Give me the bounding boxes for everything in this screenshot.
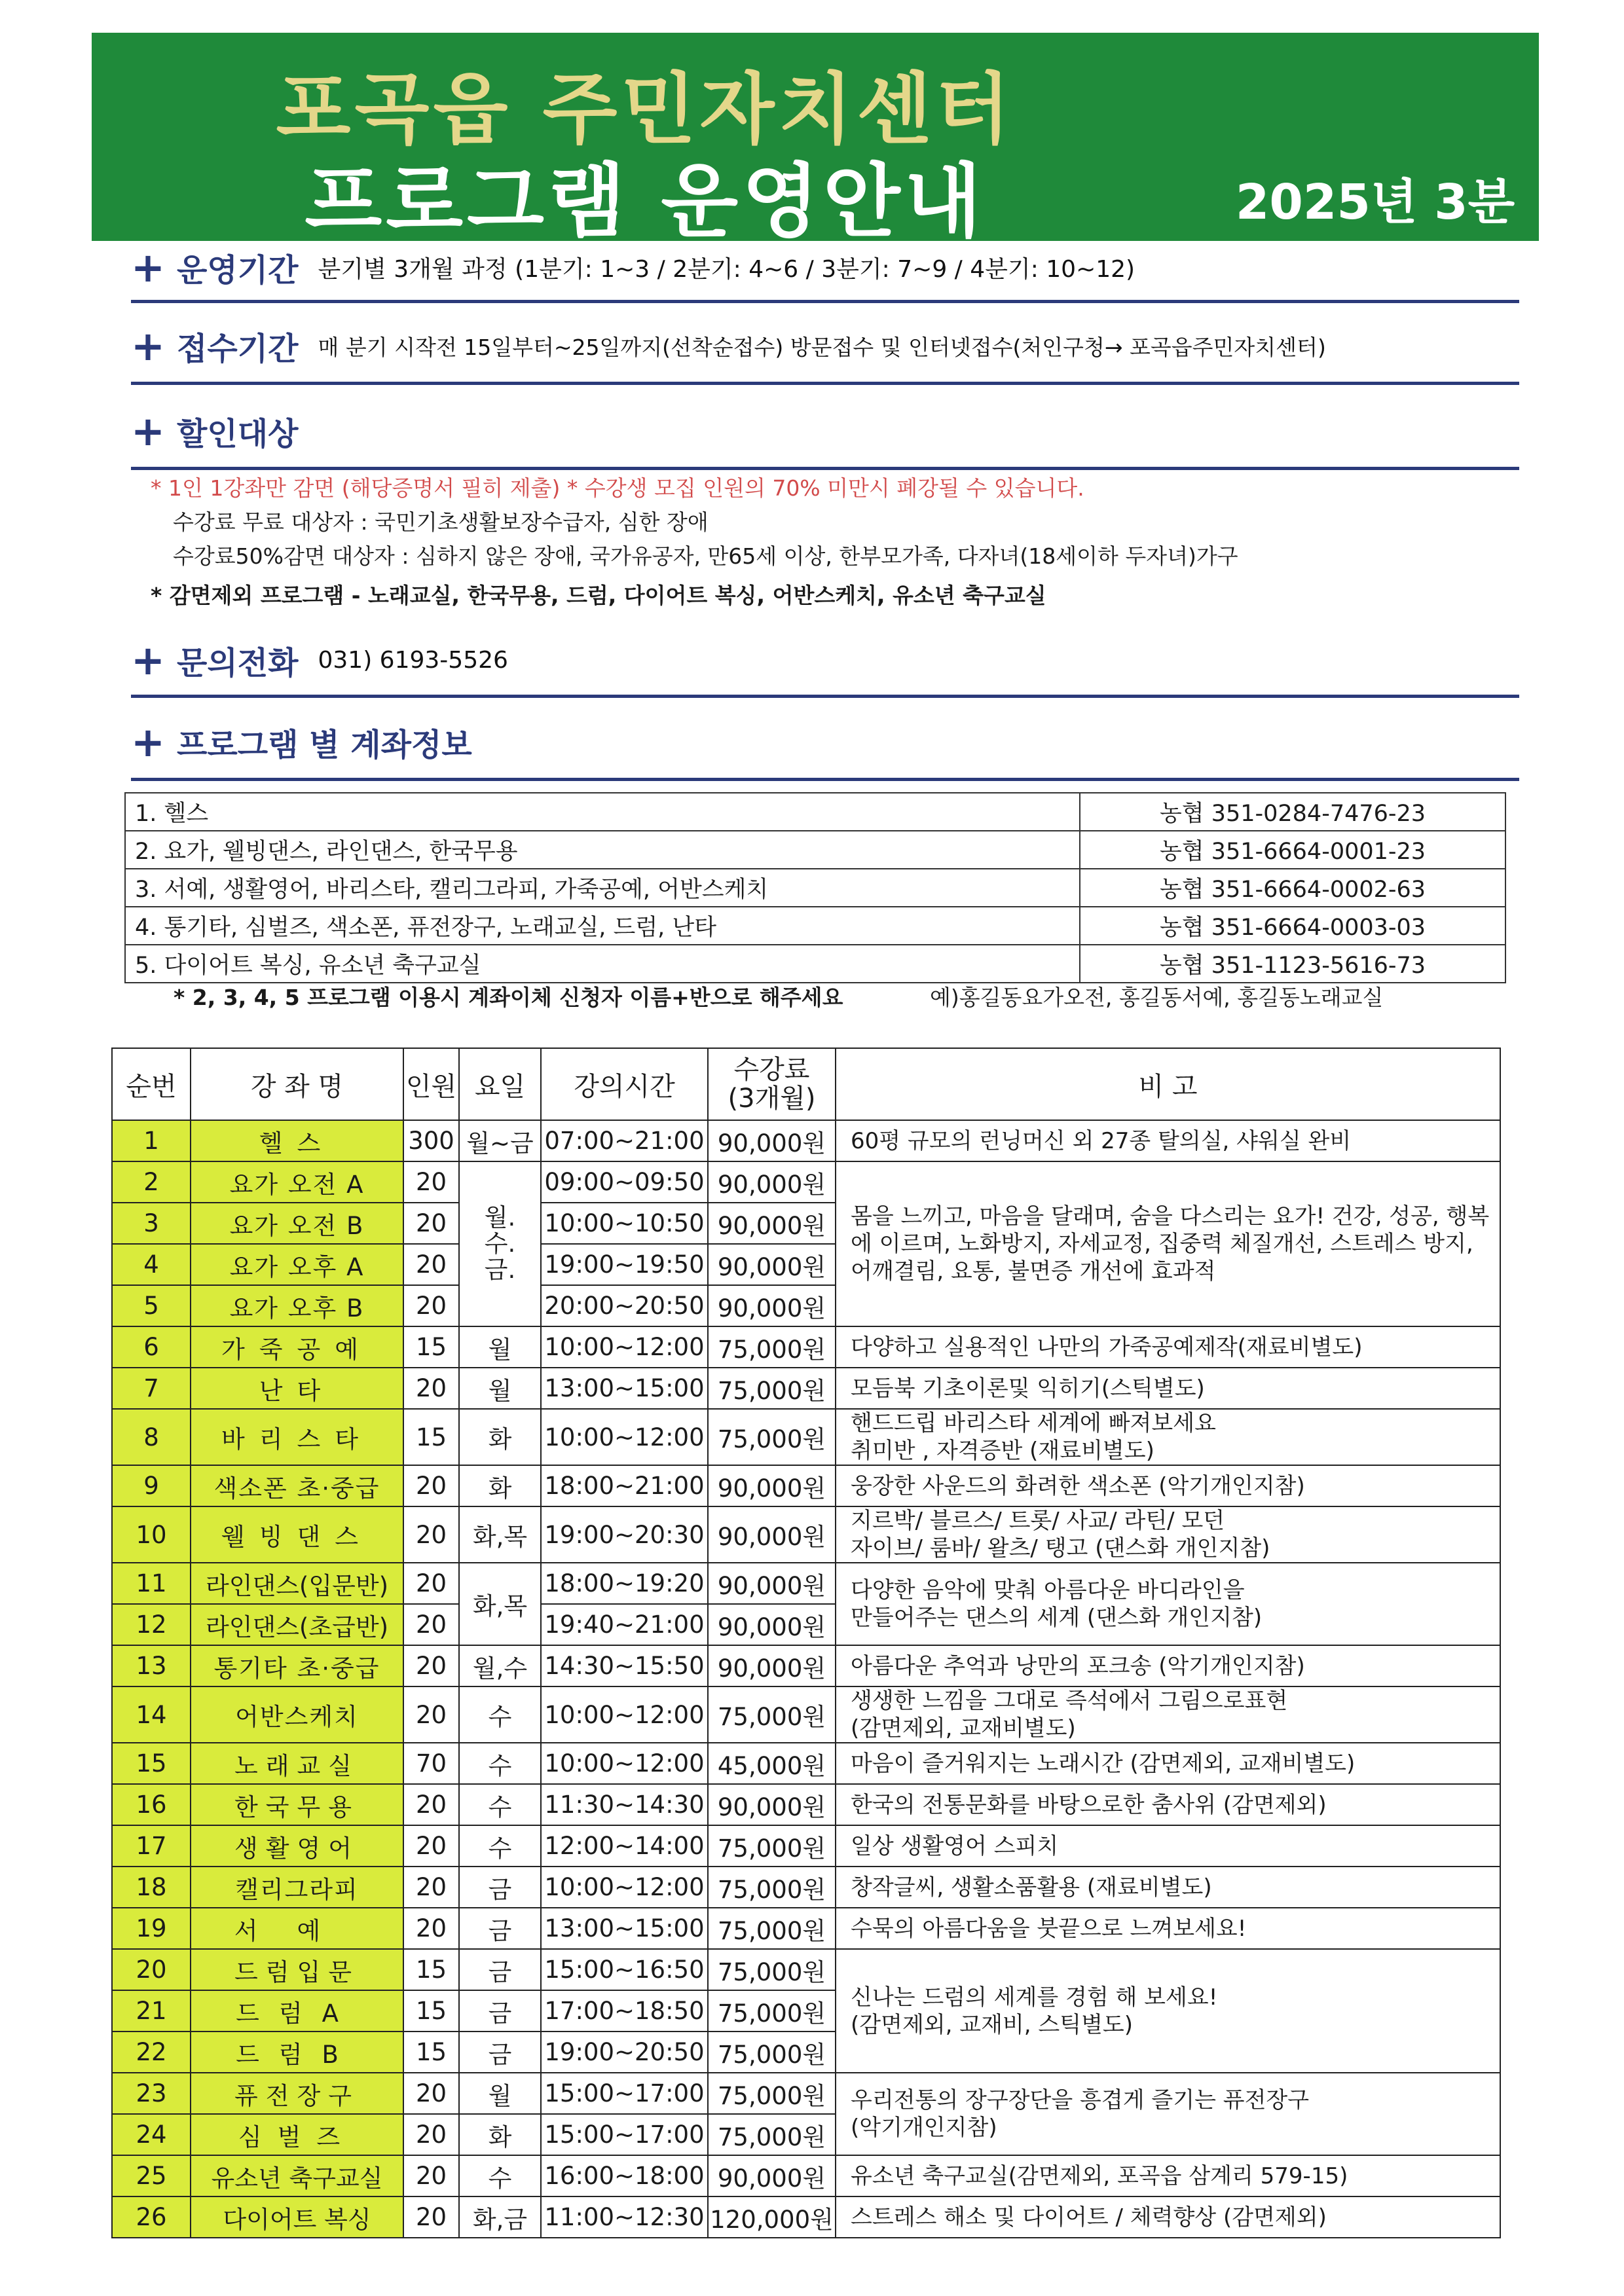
row-capacity: 20 bbox=[403, 1686, 459, 1743]
row-day: 월 bbox=[459, 1368, 541, 1409]
row-day: 수 bbox=[459, 1686, 541, 1743]
row-time: 12:00~14:00 bbox=[541, 1825, 708, 1867]
row-fee: 90,000원 bbox=[708, 1161, 836, 1203]
row-day: 수 bbox=[459, 1825, 541, 1867]
row-time: 10:00~12:00 bbox=[541, 1743, 708, 1784]
plus-icon: + bbox=[131, 243, 165, 291]
row-day: 월. 수. 금. bbox=[459, 1161, 541, 1326]
section-period bbox=[131, 241, 1519, 306]
account-programs: 2. 요가, 웰빙댄스, 라인댄스, 한국무용 bbox=[125, 831, 1080, 869]
row-remark: 다양한 음악에 맞춰 아름다운 바디라인을 만들어주는 댄스의 세계 (댄스화 개인지참) bbox=[836, 1563, 1500, 1645]
row-time: 10:00~12:00 bbox=[541, 1326, 708, 1368]
row-capacity: 15 bbox=[403, 1326, 459, 1368]
row-day: 금 bbox=[459, 2032, 541, 2073]
row-no: 24 bbox=[112, 2114, 191, 2155]
divider bbox=[131, 695, 1519, 698]
row-capacity: 20 bbox=[403, 2155, 459, 2196]
row-day: 금 bbox=[459, 1949, 541, 1990]
section-title: 프로그램 별 계좌정보 bbox=[177, 726, 472, 763]
row-no: 25 bbox=[112, 2155, 191, 2196]
row-fee: 120,000원 bbox=[708, 2196, 836, 2238]
account-row bbox=[125, 793, 1505, 831]
account-row bbox=[125, 869, 1505, 907]
row-remark: 모듬북 기초이론및 익히기(스틱별도) bbox=[836, 1368, 1500, 1409]
row-remark: 스트레스 해소 및 다이어트 / 체력향상 (감면제외) bbox=[836, 2196, 1500, 2238]
plus-icon: + bbox=[131, 321, 165, 370]
section-title: 문의전화 bbox=[177, 644, 299, 682]
row-day: 월~금 bbox=[459, 1120, 541, 1161]
row-day: 화,목 bbox=[459, 1563, 541, 1645]
divider bbox=[131, 778, 1519, 781]
row-day: 화 bbox=[459, 1465, 541, 1506]
row-no: 14 bbox=[112, 1686, 191, 1743]
account-transfer-note: * 2, 3, 4, 5 프로그램 이용시 계좌이체 신청자 이름+반으로 해주세요 bbox=[174, 985, 843, 1010]
table-row bbox=[112, 1784, 1500, 1825]
section-title: 할인대상 bbox=[177, 415, 299, 452]
row-remark: 마음이 즐거워지는 노래시간 (감면제외, 교재비별도) bbox=[836, 1743, 1500, 1784]
program-table bbox=[111, 1048, 1501, 2238]
row-day: 금 bbox=[459, 1867, 541, 1908]
row-no: 6 bbox=[112, 1326, 191, 1368]
row-no: 17 bbox=[112, 1825, 191, 1867]
discount-notes bbox=[151, 471, 1526, 613]
plus-icon: + bbox=[131, 407, 165, 455]
plus-icon: + bbox=[131, 636, 165, 684]
row-fee: 75,000원 bbox=[708, 1326, 836, 1368]
row-time: 10:00~12:00 bbox=[541, 1867, 708, 1908]
section-title: 접수기간 bbox=[177, 330, 299, 367]
row-no: 7 bbox=[112, 1368, 191, 1409]
row-no: 12 bbox=[112, 1604, 191, 1645]
row-no: 4 bbox=[112, 1244, 191, 1285]
section-accounts bbox=[131, 716, 1519, 781]
table-row bbox=[112, 1825, 1500, 1867]
row-remark: 일상 생활영어 스피치 bbox=[836, 1825, 1500, 1867]
table-row bbox=[112, 1161, 1500, 1203]
row-name: 웰빙댄스 bbox=[191, 1506, 403, 1563]
account-transfer-example: 예)홍길동요가오전, 홍길동서예, 홍길동노래교실 bbox=[930, 985, 1384, 1010]
account-row bbox=[125, 907, 1505, 945]
row-day: 수 bbox=[459, 1743, 541, 1784]
table-header bbox=[112, 1048, 1500, 1120]
row-no: 23 bbox=[112, 2073, 191, 2114]
row-fee: 75,000원 bbox=[708, 2073, 836, 2114]
row-time: 19:00~19:50 bbox=[541, 1244, 708, 1285]
row-no: 15 bbox=[112, 1743, 191, 1784]
row-no: 22 bbox=[112, 2032, 191, 2073]
row-remark: 다양하고 실용적인 나만의 가죽공예제작(재료비별도) bbox=[836, 1326, 1500, 1368]
row-capacity: 20 bbox=[403, 1825, 459, 1867]
table-row bbox=[112, 1686, 1500, 1743]
row-name: 요가 오후 B bbox=[191, 1285, 403, 1326]
row-time: 15:00~17:00 bbox=[541, 2114, 708, 2155]
row-remark: 우리전통의 장구장단을 흥겹게 즐기는 퓨전장구 (악기개인지참) bbox=[836, 2073, 1500, 2155]
row-time: 16:00~18:00 bbox=[541, 2155, 708, 2196]
row-fee: 45,000원 bbox=[708, 1743, 836, 1784]
row-capacity: 20 bbox=[403, 1563, 459, 1604]
center-title: 포곡읍 주민자치센터 bbox=[276, 64, 1014, 155]
table-row bbox=[112, 1563, 1500, 1604]
row-time: 13:00~15:00 bbox=[541, 1908, 708, 1949]
table-row bbox=[112, 1645, 1500, 1686]
col-time: 강의시간 bbox=[541, 1048, 708, 1120]
account-number: 농협 351-6664-0001-23 bbox=[1080, 831, 1505, 869]
row-no: 8 bbox=[112, 1409, 191, 1465]
row-no: 18 bbox=[112, 1867, 191, 1908]
row-remark: 한국의 전통문화를 바탕으로한 춤사위 (감면제외) bbox=[836, 1784, 1500, 1825]
row-name: 유소년 축구교실 bbox=[191, 2155, 403, 2196]
row-time: 09:00~09:50 bbox=[541, 1161, 708, 1203]
excluded-programs: * 감면제외 프로그램 - 노래교실, 한국무용, 드럼, 다이어트 복싱, 어반스케치, 유소년 축구교실 bbox=[151, 583, 1046, 608]
row-remark: 창작글씨, 생활소품활용 (재료비별도) bbox=[836, 1867, 1500, 1908]
row-capacity: 20 bbox=[403, 1604, 459, 1645]
row-name: 드럼B bbox=[191, 2032, 403, 2073]
row-name: 심벌즈 bbox=[191, 2114, 403, 2155]
row-fee: 90,000원 bbox=[708, 1506, 836, 1563]
row-remark: 지르박/ 블르스/ 트롯/ 사교/ 라틴/ 모던 자이브/ 룸바/ 왈츠/ 탱고 (댄스화 개인지참) bbox=[836, 1506, 1500, 1563]
section-discount bbox=[131, 405, 1519, 470]
row-name: 라인댄스(초급반) bbox=[191, 1604, 403, 1645]
row-fee: 75,000원 bbox=[708, 1825, 836, 1867]
account-number: 농협 351-6664-0003-03 bbox=[1080, 907, 1505, 945]
row-name: 라인댄스(입문반) bbox=[191, 1563, 403, 1604]
row-time: 20:00~20:50 bbox=[541, 1285, 708, 1326]
row-day: 수 bbox=[459, 2155, 541, 2196]
account-number: 농협 351-1123-5616-73 bbox=[1080, 945, 1505, 983]
table-row bbox=[112, 1409, 1500, 1465]
row-time: 19:00~20:30 bbox=[541, 1506, 708, 1563]
table-row bbox=[112, 1465, 1500, 1506]
divider bbox=[131, 300, 1519, 303]
row-remark: 유소년 축구교실(감면제외, 포곡읍 삼계리 579-15) bbox=[836, 2155, 1500, 2196]
row-remark: 핸드드립 바리스타 세계에 빠져보세요 취미반 , 자격증반 (재료비별도) bbox=[836, 1409, 1500, 1465]
table-row bbox=[112, 2073, 1500, 2114]
row-fee: 90,000원 bbox=[708, 1563, 836, 1604]
row-day: 월 bbox=[459, 2073, 541, 2114]
row-time: 17:00~18:50 bbox=[541, 1990, 708, 2032]
row-name: 서예 bbox=[191, 1908, 403, 1949]
discount-warning: * 1인 1강좌만 감면 (해당증명서 필히 제출) * 수강생 모집 인원의 70% 미만시 폐강될 수 있습니다. bbox=[151, 475, 1084, 501]
row-day: 화,목 bbox=[459, 1506, 541, 1563]
row-name: 퓨전장구 bbox=[191, 2073, 403, 2114]
row-time: 11:30~14:30 bbox=[541, 1784, 708, 1825]
row-name: 요가 오후 A bbox=[191, 1244, 403, 1285]
row-capacity: 20 bbox=[403, 1285, 459, 1326]
row-capacity: 20 bbox=[403, 1784, 459, 1825]
row-fee: 75,000원 bbox=[708, 1368, 836, 1409]
row-capacity: 20 bbox=[403, 1244, 459, 1285]
row-day: 화 bbox=[459, 1409, 541, 1465]
row-fee: 90,000원 bbox=[708, 1645, 836, 1686]
section-contact bbox=[131, 634, 1519, 699]
row-fee: 75,000원 bbox=[708, 2114, 836, 2155]
row-remark: 신나는 드럼의 세계를 경험 해 보세요! (감면제외, 교재비, 스틱별도) bbox=[836, 1949, 1500, 2073]
row-capacity: 15 bbox=[403, 1409, 459, 1465]
account-row bbox=[125, 831, 1505, 869]
row-no: 26 bbox=[112, 2196, 191, 2238]
row-remark: 아름다운 추억과 낭만의 포크송 (악기개인지참) bbox=[836, 1645, 1500, 1686]
row-no: 13 bbox=[112, 1645, 191, 1686]
row-day: 금 bbox=[459, 1908, 541, 1949]
row-name: 난타 bbox=[191, 1368, 403, 1409]
account-number: 농협 351-0284-7476-23 bbox=[1080, 793, 1505, 831]
col-fee: 수강료 (3개월) bbox=[708, 1048, 836, 1120]
section-reception bbox=[131, 319, 1519, 385]
free-target: 수강료 무료 대상자 : 국민기초생활보장수급자, 심한 장애 bbox=[173, 509, 709, 535]
row-name: 드럼A bbox=[191, 1990, 403, 2032]
row-fee: 90,000원 bbox=[708, 1203, 836, 1244]
contact-phone: 031) 6193-5526 bbox=[318, 646, 508, 674]
row-fee: 90,000원 bbox=[708, 1120, 836, 1161]
table-row bbox=[112, 1368, 1500, 1409]
section-text: 분기별 3개월 과정 (1분기: 1~3 / 2분기: 4~6 / 3분기: 7~9 / 4분기: 10~12) bbox=[318, 255, 1135, 283]
row-capacity: 300 bbox=[403, 1120, 459, 1161]
row-capacity: 20 bbox=[403, 2073, 459, 2114]
row-capacity: 20 bbox=[403, 1203, 459, 1244]
row-capacity: 15 bbox=[403, 2032, 459, 2073]
row-time: 19:40~21:00 bbox=[541, 1604, 708, 1645]
row-no: 21 bbox=[112, 1990, 191, 2032]
table-row bbox=[112, 1743, 1500, 1784]
row-fee: 90,000원 bbox=[708, 2155, 836, 2196]
row-fee: 75,000원 bbox=[708, 1949, 836, 1990]
row-no: 19 bbox=[112, 1908, 191, 1949]
col-day: 요일 bbox=[459, 1048, 541, 1120]
row-remark: 수묵의 아름다움을 붓끝으로 느껴보세요! bbox=[836, 1908, 1500, 1949]
account-programs: 5. 다이어트 복싱, 유소년 축구교실 bbox=[125, 945, 1080, 983]
account-programs: 1. 헬스 bbox=[125, 793, 1080, 831]
account-table bbox=[124, 792, 1506, 983]
row-time: 18:00~21:00 bbox=[541, 1465, 708, 1506]
row-no: 10 bbox=[112, 1506, 191, 1563]
row-day: 수 bbox=[459, 1784, 541, 1825]
row-day: 금 bbox=[459, 1990, 541, 2032]
row-capacity: 15 bbox=[403, 1990, 459, 2032]
row-day: 월,수 bbox=[459, 1645, 541, 1686]
table-row bbox=[112, 1326, 1500, 1368]
row-time: 19:00~20:50 bbox=[541, 2032, 708, 2073]
section-text: 매 분기 시작전 15일부터~25일까지(선착순접수) 방문접수 및 인터넷접수(처인구청→ 포곡읍주민자치센터) bbox=[318, 334, 1326, 360]
row-fee: 75,000원 bbox=[708, 1908, 836, 1949]
row-remark: 몸을 느끼고, 마음을 달래며, 숨을 다스리는 요가! 건강, 성공, 행복에 이르며, 노화방지, 자세교정, 집중력 체질개선, 스트레스 방지, 어깨결림, 요통, 불면증 개선에 효과적 bbox=[836, 1161, 1500, 1326]
row-day: 월 bbox=[459, 1326, 541, 1368]
divider bbox=[131, 467, 1519, 470]
table-row bbox=[112, 1908, 1500, 1949]
col-no: 순번 bbox=[112, 1048, 191, 1120]
row-name: 요가 오전 B bbox=[191, 1203, 403, 1244]
row-time: 10:00~10:50 bbox=[541, 1203, 708, 1244]
row-time: 18:00~19:20 bbox=[541, 1563, 708, 1604]
row-fee: 75,000원 bbox=[708, 1686, 836, 1743]
row-name: 헬스 bbox=[191, 1120, 403, 1161]
row-fee: 90,000원 bbox=[708, 1465, 836, 1506]
row-no: 16 bbox=[112, 1784, 191, 1825]
row-no: 11 bbox=[112, 1563, 191, 1604]
table-row bbox=[112, 1120, 1500, 1161]
row-capacity: 20 bbox=[403, 1506, 459, 1563]
plus-icon: + bbox=[131, 718, 165, 766]
row-capacity: 20 bbox=[403, 1161, 459, 1203]
table-row bbox=[112, 2196, 1500, 2238]
row-time: 15:00~17:00 bbox=[541, 2073, 708, 2114]
row-remark: 웅장한 사운드의 화려한 색소폰 (악기개인지참) bbox=[836, 1465, 1500, 1506]
half-target: 수강료50%감면 대상자 : 심하지 않은 장애, 국가유공자, 만65세 이상, 한부모가족, 다자녀(18세이하 두자녀)가구 bbox=[173, 543, 1238, 569]
row-time: 07:00~21:00 bbox=[541, 1120, 708, 1161]
account-programs: 3. 서예, 생활영어, 바리스타, 캘리그라피, 가죽공예, 어반스케치 bbox=[125, 869, 1080, 907]
col-capacity: 인원 bbox=[403, 1048, 459, 1120]
row-time: 13:00~15:00 bbox=[541, 1368, 708, 1409]
row-name: 색소폰 초·중급 bbox=[191, 1465, 403, 1506]
table-row bbox=[112, 1506, 1500, 1563]
row-no: 9 bbox=[112, 1465, 191, 1506]
row-name: 어반스케치 bbox=[191, 1686, 403, 1743]
table-row bbox=[112, 1867, 1500, 1908]
row-name: 한국무용 bbox=[191, 1784, 403, 1825]
row-capacity: 20 bbox=[403, 1908, 459, 1949]
section-title: 운영기간 bbox=[177, 251, 299, 289]
row-capacity: 20 bbox=[403, 2114, 459, 2155]
row-fee: 90,000원 bbox=[708, 1784, 836, 1825]
divider bbox=[131, 382, 1519, 385]
program-guide-title: 프로그램 운영안내 bbox=[304, 155, 986, 248]
row-no: 3 bbox=[112, 1203, 191, 1244]
row-no: 1 bbox=[112, 1120, 191, 1161]
row-capacity: 15 bbox=[403, 1949, 459, 1990]
row-no: 2 bbox=[112, 1161, 191, 1203]
row-fee: 75,000원 bbox=[708, 1990, 836, 2032]
row-fee: 75,000원 bbox=[708, 1409, 836, 1465]
row-name: 가죽공예 bbox=[191, 1326, 403, 1368]
row-capacity: 20 bbox=[403, 2196, 459, 2238]
row-capacity: 20 bbox=[403, 1867, 459, 1908]
row-fee: 90,000원 bbox=[708, 1604, 836, 1645]
row-no: 20 bbox=[112, 1949, 191, 1990]
row-remark: 60평 규모의 런닝머신 외 27종 탈의실, 샤워실 완비 bbox=[836, 1120, 1500, 1161]
row-capacity: 20 bbox=[403, 1465, 459, 1506]
row-day: 화,금 bbox=[459, 2196, 541, 2238]
row-name: 다이어트 복싱 bbox=[191, 2196, 403, 2238]
row-remark: 생생한 느낌을 그대로 즉석에서 그림으로표현 (감면제외, 교재비별도) bbox=[836, 1686, 1500, 1743]
row-capacity: 70 bbox=[403, 1743, 459, 1784]
row-time: 11:00~12:30 bbox=[541, 2196, 708, 2238]
row-fee: 75,000원 bbox=[708, 2032, 836, 2073]
row-name: 드럼입문 bbox=[191, 1949, 403, 1990]
row-no: 5 bbox=[112, 1285, 191, 1326]
row-name: 요가 오전 A bbox=[191, 1161, 403, 1203]
row-time: 14:30~15:50 bbox=[541, 1645, 708, 1686]
account-row bbox=[125, 945, 1505, 983]
row-time: 10:00~12:00 bbox=[541, 1686, 708, 1743]
row-name: 통기타 초·중급 bbox=[191, 1645, 403, 1686]
table-row bbox=[112, 2155, 1500, 2196]
account-programs: 4. 통기타, 심벌즈, 색소폰, 퓨전장구, 노래교실, 드럼, 난타 bbox=[125, 907, 1080, 945]
row-capacity: 20 bbox=[403, 1368, 459, 1409]
col-remark: 비 고 bbox=[836, 1048, 1500, 1120]
row-time: 10:00~12:00 bbox=[541, 1409, 708, 1465]
col-name: 강 좌 명 bbox=[191, 1048, 403, 1120]
row-time: 15:00~16:50 bbox=[541, 1949, 708, 1990]
row-name: 캘리그라피 bbox=[191, 1867, 403, 1908]
quarter-label: 2025년 3분기 bbox=[1235, 174, 1515, 300]
row-name: 노래교실 bbox=[191, 1743, 403, 1784]
account-number: 농협 351-6664-0002-63 bbox=[1080, 869, 1505, 907]
table-row bbox=[112, 1949, 1500, 1990]
row-name: 생활영어 bbox=[191, 1825, 403, 1867]
row-fee: 90,000원 bbox=[708, 1244, 836, 1285]
row-fee: 90,000원 bbox=[708, 1285, 836, 1326]
row-name: 바리스타 bbox=[191, 1409, 403, 1465]
row-capacity: 20 bbox=[403, 1645, 459, 1686]
row-fee: 75,000원 bbox=[708, 1867, 836, 1908]
row-day: 화 bbox=[459, 2114, 541, 2155]
